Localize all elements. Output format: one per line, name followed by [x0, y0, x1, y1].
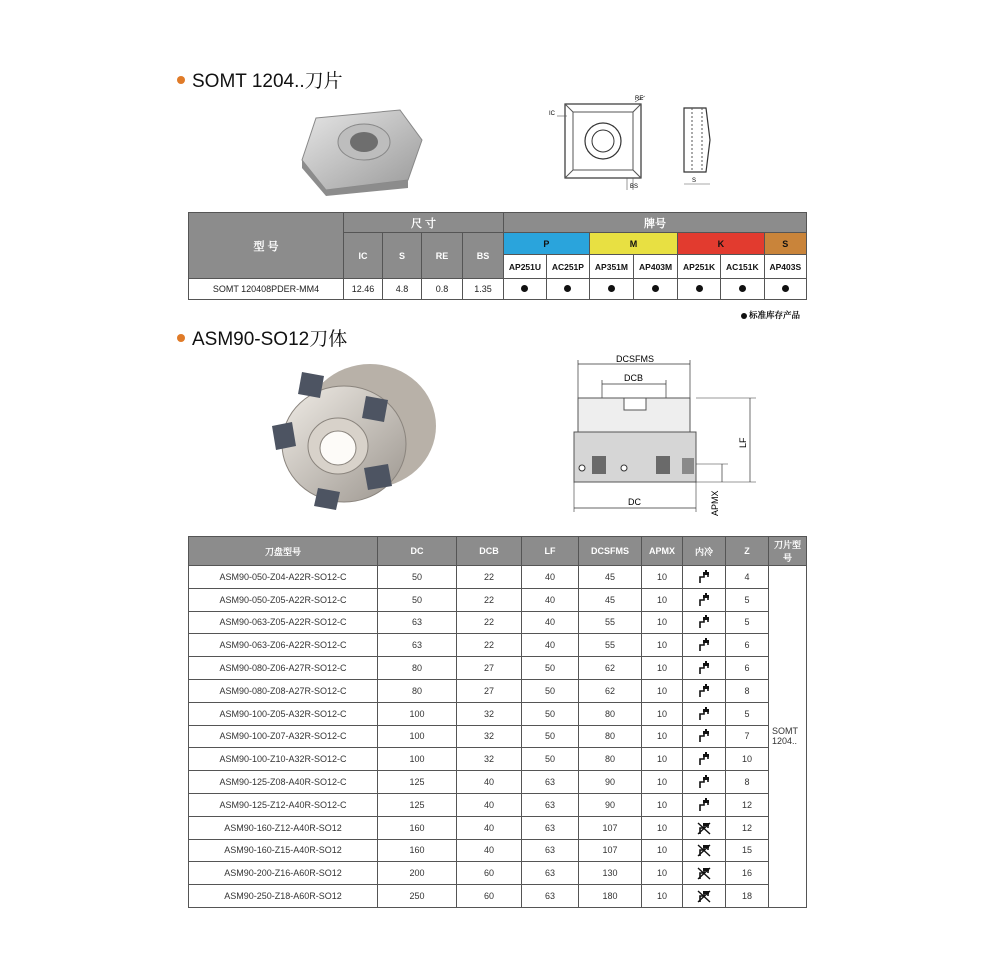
- group-m: M: [589, 233, 677, 255]
- dc-cell: 80: [378, 657, 457, 680]
- table-row: [189, 588, 807, 611]
- group-p: P: [504, 233, 590, 255]
- apmx-cell: 10: [642, 862, 683, 885]
- group-k: K: [678, 233, 764, 255]
- lf-cell: 50: [522, 702, 579, 725]
- cutter-body-photo: [262, 356, 442, 512]
- model-cell: ASM90-125-Z08-A40R-SO12-C: [189, 771, 378, 794]
- orange-bullet-icon: [177, 334, 185, 342]
- coolant-cell: [683, 702, 726, 725]
- apmx-cell: 10: [642, 839, 683, 862]
- lf-cell: 40: [522, 566, 579, 589]
- z-cell: 7: [726, 725, 769, 748]
- dc-cell: 50: [378, 588, 457, 611]
- col-header-model: 刀盘型号: [189, 537, 378, 566]
- insert-model-cell: SOMT 1204..: [769, 566, 807, 908]
- model-cell: ASM90-160-Z12-A40R-SO12: [189, 816, 378, 839]
- z-cell: 10: [726, 748, 769, 771]
- insert-title-text: SOMT 1204..刀片: [192, 71, 343, 92]
- internal-coolant-icon: [697, 661, 711, 675]
- insert-photo: [296, 100, 428, 196]
- dcsfms-cell: 55: [579, 611, 642, 634]
- apmx-cell: 10: [642, 771, 683, 794]
- insert-table: [188, 212, 807, 300]
- model-cell: ASM90-100-Z05-A32R-SO12-C: [189, 702, 378, 725]
- coolant-cell: [683, 634, 726, 657]
- insert-model-cell: SOMT 120408PDER-MM4: [189, 279, 344, 300]
- insert-s-cell: 4.8: [383, 279, 422, 300]
- lf-label: LF: [738, 437, 748, 448]
- dc-cell: 63: [378, 634, 457, 657]
- dcsfms-cell: 55: [579, 634, 642, 657]
- apmx-cell: 10: [642, 657, 683, 680]
- table-row: [189, 611, 807, 634]
- dcsfms-label: DCSFMS: [616, 354, 654, 364]
- stock-dot-icon: [696, 285, 703, 292]
- lf-cell: 50: [522, 657, 579, 680]
- z-cell: 6: [726, 634, 769, 657]
- model-cell: ASM90-080-Z06-A27R-SO12-C: [189, 657, 378, 680]
- lf-cell: 63: [522, 771, 579, 794]
- no-internal-coolant-icon: [697, 866, 711, 880]
- apmx-cell: 10: [642, 634, 683, 657]
- apmx-cell: 10: [642, 566, 683, 589]
- stock-dot-icon: [521, 285, 528, 292]
- table-row: [189, 862, 807, 885]
- apmx-cell: 10: [642, 588, 683, 611]
- stock-footnote: [741, 309, 800, 321]
- table-row: [189, 816, 807, 839]
- size-col-ic: IC: [344, 233, 383, 279]
- coolant-cell: [683, 657, 726, 680]
- dcb-cell: 40: [457, 793, 522, 816]
- dcb-cell: 22: [457, 634, 522, 657]
- stock-cell: [634, 279, 678, 300]
- col-header-z: Z: [726, 537, 769, 566]
- orange-bullet-icon: [177, 76, 185, 84]
- lf-cell: 63: [522, 839, 579, 862]
- model-header: 型 号: [189, 213, 344, 279]
- dcb-cell: 60: [457, 862, 522, 885]
- dc-cell: 200: [378, 862, 457, 885]
- stock-cell: [678, 279, 721, 300]
- dcb-cell: 40: [457, 816, 522, 839]
- dcb-cell: 22: [457, 611, 522, 634]
- stock-dot-icon: [608, 285, 615, 292]
- model-cell: ASM90-250-Z18-A60R-SO12: [189, 885, 378, 908]
- stock-cell: [504, 279, 547, 300]
- dcb-cell: 40: [457, 771, 522, 794]
- internal-coolant-icon: [697, 684, 711, 698]
- z-cell: 5: [726, 611, 769, 634]
- stock-dot-icon: [564, 285, 571, 292]
- internal-coolant-icon: [697, 570, 711, 584]
- cutter-body-drawing: [560, 352, 760, 518]
- no-internal-coolant-icon: [697, 821, 711, 835]
- col-header-coolant: 内冷: [683, 537, 726, 566]
- dcsfms-cell: 107: [579, 816, 642, 839]
- dcb-cell: 32: [457, 725, 522, 748]
- stock-dot-icon: [652, 285, 659, 292]
- insert-front-drawing: [545, 94, 655, 194]
- lf-cell: 40: [522, 634, 579, 657]
- internal-coolant-icon: [697, 707, 711, 721]
- coolant-cell: [683, 566, 726, 589]
- grade-ac251p: AC251P: [546, 255, 589, 279]
- insert-side-drawing: [676, 100, 716, 194]
- apmx-cell: 10: [642, 748, 683, 771]
- dc-cell: 50: [378, 566, 457, 589]
- insert-bs-cell: 1.35: [463, 279, 504, 300]
- bs-label: BS: [630, 184, 639, 190]
- col-header-insert: 刀片型号: [769, 537, 807, 566]
- model-cell: ASM90-125-Z12-A40R-SO12-C: [189, 793, 378, 816]
- dc-cell: 125: [378, 771, 457, 794]
- z-cell: 5: [726, 588, 769, 611]
- dcb-label: DCB: [624, 373, 644, 383]
- table-row: [189, 657, 807, 680]
- dc-cell: 100: [378, 748, 457, 771]
- z-cell: 4: [726, 566, 769, 589]
- dcb-cell: 32: [457, 702, 522, 725]
- lf-cell: 63: [522, 885, 579, 908]
- no-internal-coolant-icon: [697, 889, 711, 903]
- internal-coolant-icon: [697, 593, 711, 607]
- dcsfms-cell: 62: [579, 657, 642, 680]
- lf-cell: 63: [522, 793, 579, 816]
- grade-ap251k: AP251K: [678, 255, 721, 279]
- size-col-re: RE: [422, 233, 463, 279]
- apmx-cell: 10: [642, 679, 683, 702]
- group-s: S: [764, 233, 806, 255]
- z-cell: 8: [726, 679, 769, 702]
- table-row: [189, 679, 807, 702]
- apmx-cell: 10: [642, 702, 683, 725]
- z-cell: 12: [726, 816, 769, 839]
- coolant-cell: [683, 748, 726, 771]
- grade-ap403s: AP403S: [764, 255, 806, 279]
- grade-ac151k: AC151K: [721, 255, 765, 279]
- dc-cell: 160: [378, 816, 457, 839]
- size-col-bs: BS: [463, 233, 504, 279]
- stock-cell: [589, 279, 633, 300]
- lf-cell: 63: [522, 816, 579, 839]
- dcb-cell: 60: [457, 885, 522, 908]
- dcb-cell: 27: [457, 679, 522, 702]
- lf-cell: 50: [522, 725, 579, 748]
- lf-cell: 50: [522, 679, 579, 702]
- dc-cell: 100: [378, 702, 457, 725]
- grade-header: 牌号: [504, 213, 807, 233]
- lf-cell: 50: [522, 748, 579, 771]
- dcsfms-cell: 90: [579, 793, 642, 816]
- coolant-cell: [683, 679, 726, 702]
- coolant-cell: [683, 839, 726, 862]
- col-header-dcb: DCB: [457, 537, 522, 566]
- grade-ap351m: AP351M: [589, 255, 633, 279]
- dcsfms-cell: 90: [579, 771, 642, 794]
- s-label: S: [692, 178, 697, 184]
- dc-cell: 63: [378, 611, 457, 634]
- apmx-cell: 10: [642, 885, 683, 908]
- grade-ap251u: AP251U: [504, 255, 547, 279]
- apmx-cell: 10: [642, 793, 683, 816]
- col-header-apmx: APMX: [642, 537, 683, 566]
- dcb-cell: 27: [457, 657, 522, 680]
- coolant-cell: [683, 862, 726, 885]
- model-cell: ASM90-100-Z07-A32R-SO12-C: [189, 725, 378, 748]
- table-row: [189, 748, 807, 771]
- z-cell: 16: [726, 862, 769, 885]
- model-cell: ASM90-063-Z06-A22R-SO12-C: [189, 634, 378, 657]
- dcb-cell: 22: [457, 588, 522, 611]
- z-cell: 8: [726, 771, 769, 794]
- internal-coolant-icon: [697, 775, 711, 789]
- table-row: [189, 771, 807, 794]
- re-label: RE: [635, 96, 644, 102]
- dcsfms-cell: 180: [579, 885, 642, 908]
- body-section-title: [177, 324, 347, 351]
- lf-cell: 63: [522, 862, 579, 885]
- z-cell: 6: [726, 657, 769, 680]
- table-row: [189, 566, 807, 589]
- dcsfms-cell: 80: [579, 748, 642, 771]
- grade-ap403m: AP403M: [634, 255, 678, 279]
- dcsfms-cell: 130: [579, 862, 642, 885]
- dc-cell: 100: [378, 725, 457, 748]
- footnote-text: 标准库存产品: [749, 310, 801, 320]
- table-row: [189, 634, 807, 657]
- insert-section-title: [177, 66, 343, 93]
- model-cell: ASM90-050-Z05-A22R-SO12-C: [189, 588, 378, 611]
- dcb-cell: 32: [457, 748, 522, 771]
- z-cell: 15: [726, 839, 769, 862]
- internal-coolant-icon: [697, 638, 711, 652]
- table-row: [189, 725, 807, 748]
- ic-label: IC: [549, 111, 555, 117]
- dc-cell: 125: [378, 793, 457, 816]
- internal-coolant-icon: [697, 798, 711, 812]
- apmx-cell: 10: [642, 816, 683, 839]
- stock-dot-icon: [741, 313, 747, 319]
- lf-cell: 40: [522, 611, 579, 634]
- coolant-cell: [683, 816, 726, 839]
- insert-ic-cell: 12.46: [344, 279, 383, 300]
- model-cell: ASM90-080-Z08-A27R-SO12-C: [189, 679, 378, 702]
- coolant-cell: [683, 611, 726, 634]
- lf-cell: 40: [522, 588, 579, 611]
- model-cell: ASM90-063-Z05-A22R-SO12-C: [189, 611, 378, 634]
- apmx-cell: 10: [642, 725, 683, 748]
- z-cell: 18: [726, 885, 769, 908]
- coolant-cell: [683, 793, 726, 816]
- internal-coolant-icon: [697, 615, 711, 629]
- dcb-cell: 22: [457, 566, 522, 589]
- size-header: 尺 寸: [344, 213, 504, 233]
- apmx-label: APMX: [710, 490, 720, 516]
- dcsfms-cell: 80: [579, 725, 642, 748]
- col-header-dcsfms: DCSFMS: [579, 537, 642, 566]
- table-row: [189, 885, 807, 908]
- coolant-cell: [683, 588, 726, 611]
- dcb-cell: 40: [457, 839, 522, 862]
- coolant-cell: [683, 725, 726, 748]
- stock-dot-icon: [739, 285, 746, 292]
- model-cell: ASM90-160-Z15-A40R-SO12: [189, 839, 378, 862]
- internal-coolant-icon: [697, 752, 711, 766]
- col-header-lf: LF: [522, 537, 579, 566]
- dc-cell: 250: [378, 885, 457, 908]
- model-cell: ASM90-100-Z10-A32R-SO12-C: [189, 748, 378, 771]
- z-cell: 12: [726, 793, 769, 816]
- stock-cell: [764, 279, 806, 300]
- no-internal-coolant-icon: [697, 843, 711, 857]
- size-col-s: S: [383, 233, 422, 279]
- col-header-dc: DC: [378, 537, 457, 566]
- dcsfms-cell: 45: [579, 588, 642, 611]
- stock-cell: [721, 279, 765, 300]
- model-cell: ASM90-050-Z04-A22R-SO12-C: [189, 566, 378, 589]
- coolant-cell: [683, 771, 726, 794]
- cutter-body-table: [188, 536, 807, 908]
- z-cell: 5: [726, 702, 769, 725]
- dcsfms-cell: 107: [579, 839, 642, 862]
- dc-cell: 160: [378, 839, 457, 862]
- table-row: [189, 793, 807, 816]
- internal-coolant-icon: [697, 729, 711, 743]
- model-cell: ASM90-200-Z16-A60R-SO12: [189, 862, 378, 885]
- body-title-text: ASM90-SO12刀体: [192, 329, 348, 350]
- stock-dot-icon: [782, 285, 789, 292]
- stock-cell: [546, 279, 589, 300]
- dc-cell: 80: [378, 679, 457, 702]
- table-row: [189, 839, 807, 862]
- dc-label: DC: [628, 497, 641, 507]
- table-row: [189, 702, 807, 725]
- coolant-cell: [683, 885, 726, 908]
- dcsfms-cell: 80: [579, 702, 642, 725]
- dcsfms-cell: 62: [579, 679, 642, 702]
- insert-re-cell: 0.8: [422, 279, 463, 300]
- apmx-cell: 10: [642, 611, 683, 634]
- dcsfms-cell: 45: [579, 566, 642, 589]
